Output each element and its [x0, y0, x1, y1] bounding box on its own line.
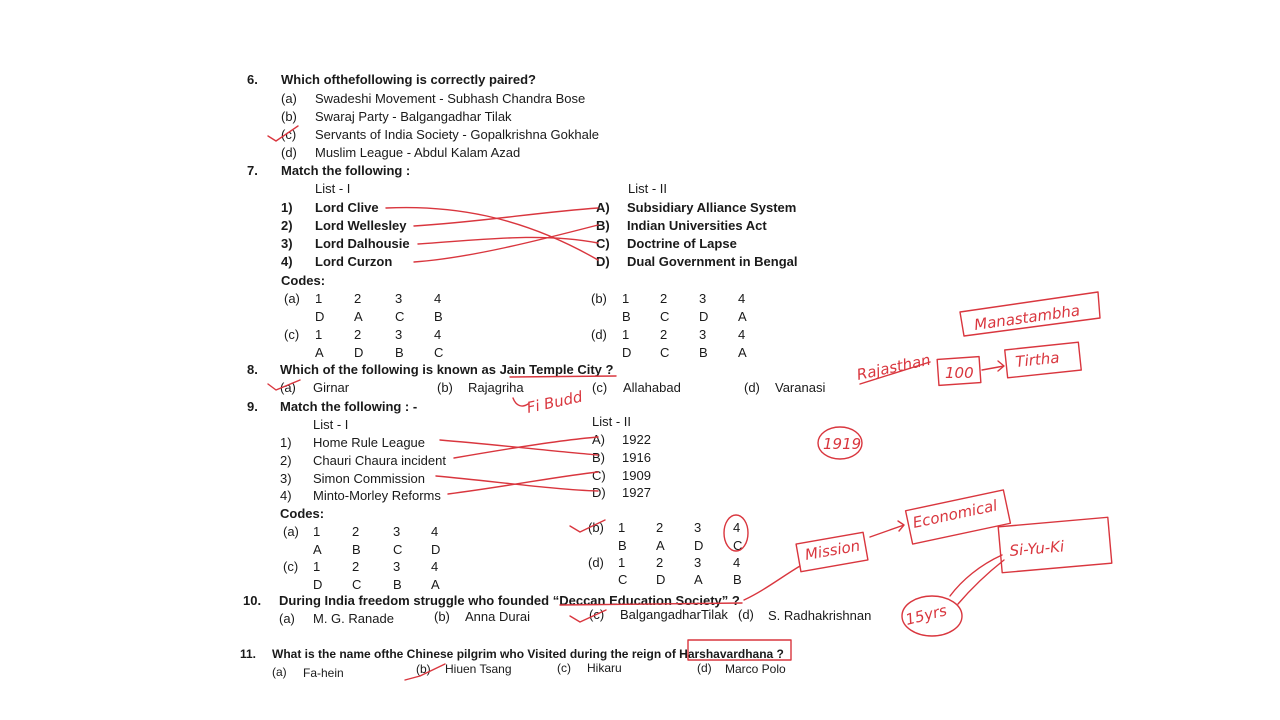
q9-list1-item4: Minto-Morley Reforms [313, 488, 441, 503]
q7-code-a-num: 3 [395, 291, 403, 306]
q7-question: Match the following : [281, 163, 411, 178]
q7-code-c-letter: D [354, 345, 364, 360]
q7-code-d-num: 3 [699, 327, 707, 342]
annotation-15yrs: 15yrs [903, 601, 949, 629]
q7-code-c-label: (c) [284, 327, 300, 342]
connector-si-yu-ki [950, 555, 1004, 604]
q11-option-d: Marco Polo [725, 662, 786, 676]
q8-option-a-label: (a) [280, 380, 296, 395]
q7-code-c-letter: A [315, 345, 324, 360]
q9-code-c-letter: D [313, 577, 323, 592]
q10-option-b-label: (b) [434, 609, 450, 624]
q8-number: 8. [247, 362, 258, 377]
q7-code-d-letter: A [738, 345, 747, 360]
q7-list2-nD: D) [596, 254, 610, 269]
annotation-manastambha: Manastambha [973, 301, 1082, 334]
q7-code-b-num: 4 [738, 291, 746, 306]
q7-code-d-num: 2 [660, 327, 668, 342]
q11-option-b: Hiuen Tsang [445, 662, 512, 676]
q9-code-d-letter: D [656, 572, 666, 587]
tick-mark-q9 [570, 520, 605, 532]
q9-code-c-num: 3 [393, 559, 401, 574]
q9-code-b-letter: B [618, 538, 627, 553]
arrow-mission-economical [870, 521, 904, 537]
q7-code-b-letter: B [622, 309, 631, 324]
q9-code-d-letter: C [618, 572, 628, 587]
annotation-100: 100 [945, 364, 974, 382]
tick-mark-q11 [405, 664, 445, 680]
annotation-1919: 1919 [823, 435, 862, 453]
q7-code-c-num: 2 [354, 327, 362, 342]
q9-code-b-letter: A [656, 538, 665, 553]
q7-code-b-num: 2 [660, 291, 668, 306]
match-line-q7-2 [414, 208, 598, 226]
q7-code-a-num: 2 [354, 291, 362, 306]
q9-code-c-num: 2 [352, 559, 360, 574]
q7-list1-n1: 1) [281, 200, 293, 215]
q7-list1-header: List - I [315, 181, 351, 196]
q10-question-text: During India freedom struggle who founded “ [279, 593, 560, 608]
q6-option-c: Servants of India Society - Gopalkrishna Gokhale [315, 127, 599, 142]
q10-option-a-label: (a) [279, 611, 295, 626]
q10-option-c: BalgangadharTilak [620, 607, 728, 622]
q9-list2-itemB: 1916 [622, 450, 651, 465]
q9-number: 9. [247, 399, 258, 414]
q9-list2-nA: A) [592, 432, 605, 447]
q9-list2-itemD: 1927 [622, 485, 651, 500]
q7-code-b-letter: A [738, 309, 747, 324]
q7-code-a-letter: B [434, 309, 443, 324]
q7-code-b-letter: D [699, 309, 709, 324]
q7-list1-n3: 3) [281, 236, 293, 251]
annotation-economical: Economical [911, 496, 999, 532]
q7-codes-label: Codes: [281, 273, 326, 288]
q7-code-a-num: 1 [315, 291, 323, 306]
q7-code-a-letter: D [315, 309, 325, 324]
q9-code-c-letter: B [393, 577, 402, 592]
annotation-rajasthan: Rajasthan [855, 350, 933, 384]
q7-code-d-letter: C [660, 345, 670, 360]
q9-code-b-num: 2 [656, 520, 664, 535]
q9-code-b-letter: D [694, 538, 704, 553]
q8-option-c: Allahabad [623, 380, 681, 395]
underline-q8 [510, 376, 616, 377]
q10-number: 10. [243, 593, 262, 608]
q6-option-b: Swaraj Party - Balgangadhar Tilak [315, 109, 512, 124]
q7-code-c-letter: C [434, 345, 444, 360]
q11-question-text: What is the name ofthe Chinese pilgrim who Visited during the reign of [272, 647, 680, 661]
q9-list1-n1: 1) [280, 435, 292, 450]
q9-code-c-num: 1 [313, 559, 321, 574]
q8-question-end: ? [601, 362, 614, 377]
q9-code-b-num: 1 [618, 520, 626, 535]
q7-list2-itemC: Doctrine of Lapse [627, 236, 737, 251]
q10-option-a: M. G. Ranade [313, 611, 394, 626]
q9-list1-n2: 2) [280, 453, 292, 468]
q9-code-b-num: 4 [733, 520, 741, 535]
q7-code-a-label: (a) [284, 291, 300, 306]
q9-question: Match the following : - [280, 399, 418, 414]
q7-list2-header: List - II [628, 181, 668, 196]
q9-list1-n4: 4) [280, 488, 292, 503]
q9-code-c-letter: C [352, 577, 362, 592]
q9-list2-nC: C) [592, 468, 606, 483]
q9-code-a-num: 3 [393, 524, 401, 539]
arrow-100-tirtha [982, 361, 1004, 371]
q9-code-a-num: 1 [313, 524, 321, 539]
q7-code-b-num: 3 [699, 291, 707, 306]
q10-question-end: ” ? [721, 593, 740, 608]
q9-list2-nD: D) [592, 485, 606, 500]
q6-question: Which ofthefollowing is correctly paired? [281, 72, 536, 87]
q7-code-d-label: (d) [591, 327, 607, 342]
q7-code-c-letter: B [395, 345, 404, 360]
q11-question-end: ? [773, 647, 784, 661]
q7-code-c-num: 3 [395, 327, 403, 342]
q9-code-b-letter: C [733, 538, 743, 553]
q8-option-c-label: (c) [592, 380, 608, 395]
q11-option-c: Hikaru [587, 661, 622, 675]
q11-option-b-label: (b) [416, 662, 431, 676]
match-line-q9-4 [448, 472, 598, 494]
q7-code-d-num: 4 [738, 327, 746, 342]
underline-q10 [560, 603, 742, 605]
q9-code-d-num: 1 [618, 555, 626, 570]
tick-mark-q10 [570, 610, 606, 622]
q7-list2-nB: B) [596, 218, 610, 233]
q6-option-d-label: (d) [281, 145, 297, 160]
q7-code-b-letter: C [660, 309, 670, 324]
q7-list2-itemB: Indian Universities Act [627, 218, 767, 233]
q9-codes-label: Codes: [280, 506, 325, 521]
q8-option-d: Varanasi [775, 380, 826, 395]
q9-code-a-letter: C [393, 542, 403, 557]
q11-option-c-label: (c) [557, 661, 571, 675]
q6-number: 6. [247, 72, 258, 87]
q9-list1-item1: Home Rule League [313, 435, 426, 450]
q9-code-a-letter: A [313, 542, 322, 557]
q10-option-d: S. Radhakrishnan [768, 608, 872, 623]
q9-code-a-num: 4 [431, 524, 439, 539]
q7-code-c-num: 1 [315, 327, 323, 342]
q11-option-d-label: (d) [697, 661, 712, 675]
q9-list2-header: List - II [592, 414, 632, 429]
tick-mark-q8 [268, 380, 300, 390]
q7-code-a-letter: A [354, 309, 363, 324]
q9-code-d-label: (d) [588, 555, 604, 570]
box-q11-harshavardhana [688, 640, 791, 660]
q11-option-a-label: (a) [272, 665, 287, 679]
circle-q9-4c [724, 515, 748, 551]
q9-code-c-letter: A [431, 577, 440, 592]
q8-option-b-label: (b) [437, 380, 453, 395]
q9-code-d-letter: B [733, 572, 742, 587]
annotation-si-yu-ki: Si-Yu-Ki [1008, 537, 1065, 560]
tick-mark-q6 [268, 126, 298, 141]
match-line-q7-3 [418, 237, 598, 244]
q7-list1-n4: 4) [281, 254, 293, 269]
q10-option-d-label: (d) [738, 607, 754, 622]
q7-code-c-num: 4 [434, 327, 442, 342]
q7-list2-itemA: Subsidiary Alliance System [627, 200, 797, 215]
q8-question-highlight: Jain Temple City [499, 362, 602, 377]
q9-code-a-num: 2 [352, 524, 360, 539]
q7-list1-item1: Lord Clive [315, 200, 379, 215]
q11-option-a: Fa-hein [303, 666, 344, 680]
q9-list2-itemC: 1909 [622, 468, 651, 483]
q9-list2-itemA: 1922 [622, 432, 651, 447]
q9-list1-item3: Simon Commission [313, 471, 425, 486]
annotation-mission: Mission [803, 536, 862, 564]
q6-option-d: Muslim League - Abdul Kalam Azad [315, 145, 521, 160]
q6-option-a-label: (a) [281, 91, 297, 106]
q7-code-d-letter: D [622, 345, 632, 360]
q6-option-a: Swadeshi Movement - Subhash Chandra Bose [315, 91, 586, 106]
q7-number: 7. [247, 163, 258, 178]
q7-list1-item2: Lord Wellesley [315, 218, 407, 233]
q10-option-c-label: (c) [589, 607, 605, 622]
q9-code-b-label: (b) [588, 520, 604, 535]
q7-code-b-num: 1 [622, 291, 630, 306]
q9-code-d-num: 4 [733, 555, 741, 570]
q9-list1-n3: 3) [280, 471, 292, 486]
q6-option-b-label: (b) [281, 109, 297, 124]
q7-code-d-num: 1 [622, 327, 630, 342]
annotation-fi-budd: Fi Budd [525, 387, 585, 417]
q6-option-c-label: (c) [281, 127, 297, 142]
q9-code-c-label: (c) [283, 559, 299, 574]
q11-question-highlight: Harshavardhana [679, 647, 774, 661]
q9-code-c-num: 4 [431, 559, 439, 574]
q9-list1-item2: Chauri Chaura incident [313, 453, 446, 468]
annotation-tirtha: Tirtha [1014, 348, 1061, 371]
q7-code-b-label: (b) [591, 291, 607, 306]
q7-list1-item4: Lord Curzon [315, 254, 393, 269]
match-line-q7-4 [414, 225, 598, 262]
q8-option-d-label: (d) [744, 380, 760, 395]
q7-code-a-letter: C [395, 309, 405, 324]
q7-list1-n2: 2) [281, 218, 293, 233]
q7-code-a-num: 4 [434, 291, 442, 306]
q8-option-b: Rajagriha [468, 380, 524, 395]
q9-code-d-letter: A [694, 572, 703, 587]
q9-code-a-letter: B [352, 542, 361, 557]
q9-code-d-num: 2 [656, 555, 664, 570]
q8-question-text: Which of the following is known as [280, 362, 500, 377]
q9-list1-header: List - I [313, 417, 349, 432]
q8-option-a: Girnar [313, 380, 350, 395]
q9-code-a-label: (a) [283, 524, 299, 539]
q7-list2-itemD: Dual Government in Bengal [627, 254, 798, 269]
q7-list2-nA: A) [596, 200, 610, 215]
q7-list2-nC: C) [596, 236, 610, 251]
q9-list2-nB: B) [592, 450, 605, 465]
q11-number: 11. [240, 647, 257, 661]
arrow-q10-mission [744, 566, 800, 600]
q7-code-d-letter: B [699, 345, 708, 360]
q10-option-b: Anna Durai [465, 609, 531, 624]
q7-list1-item3: Lord Dalhousie [315, 236, 410, 251]
q10-question-highlight: Deccan Education Society [559, 593, 722, 608]
q9-code-a-letter: D [431, 542, 441, 557]
q9-code-b-num: 3 [694, 520, 702, 535]
q9-code-d-num: 3 [694, 555, 702, 570]
